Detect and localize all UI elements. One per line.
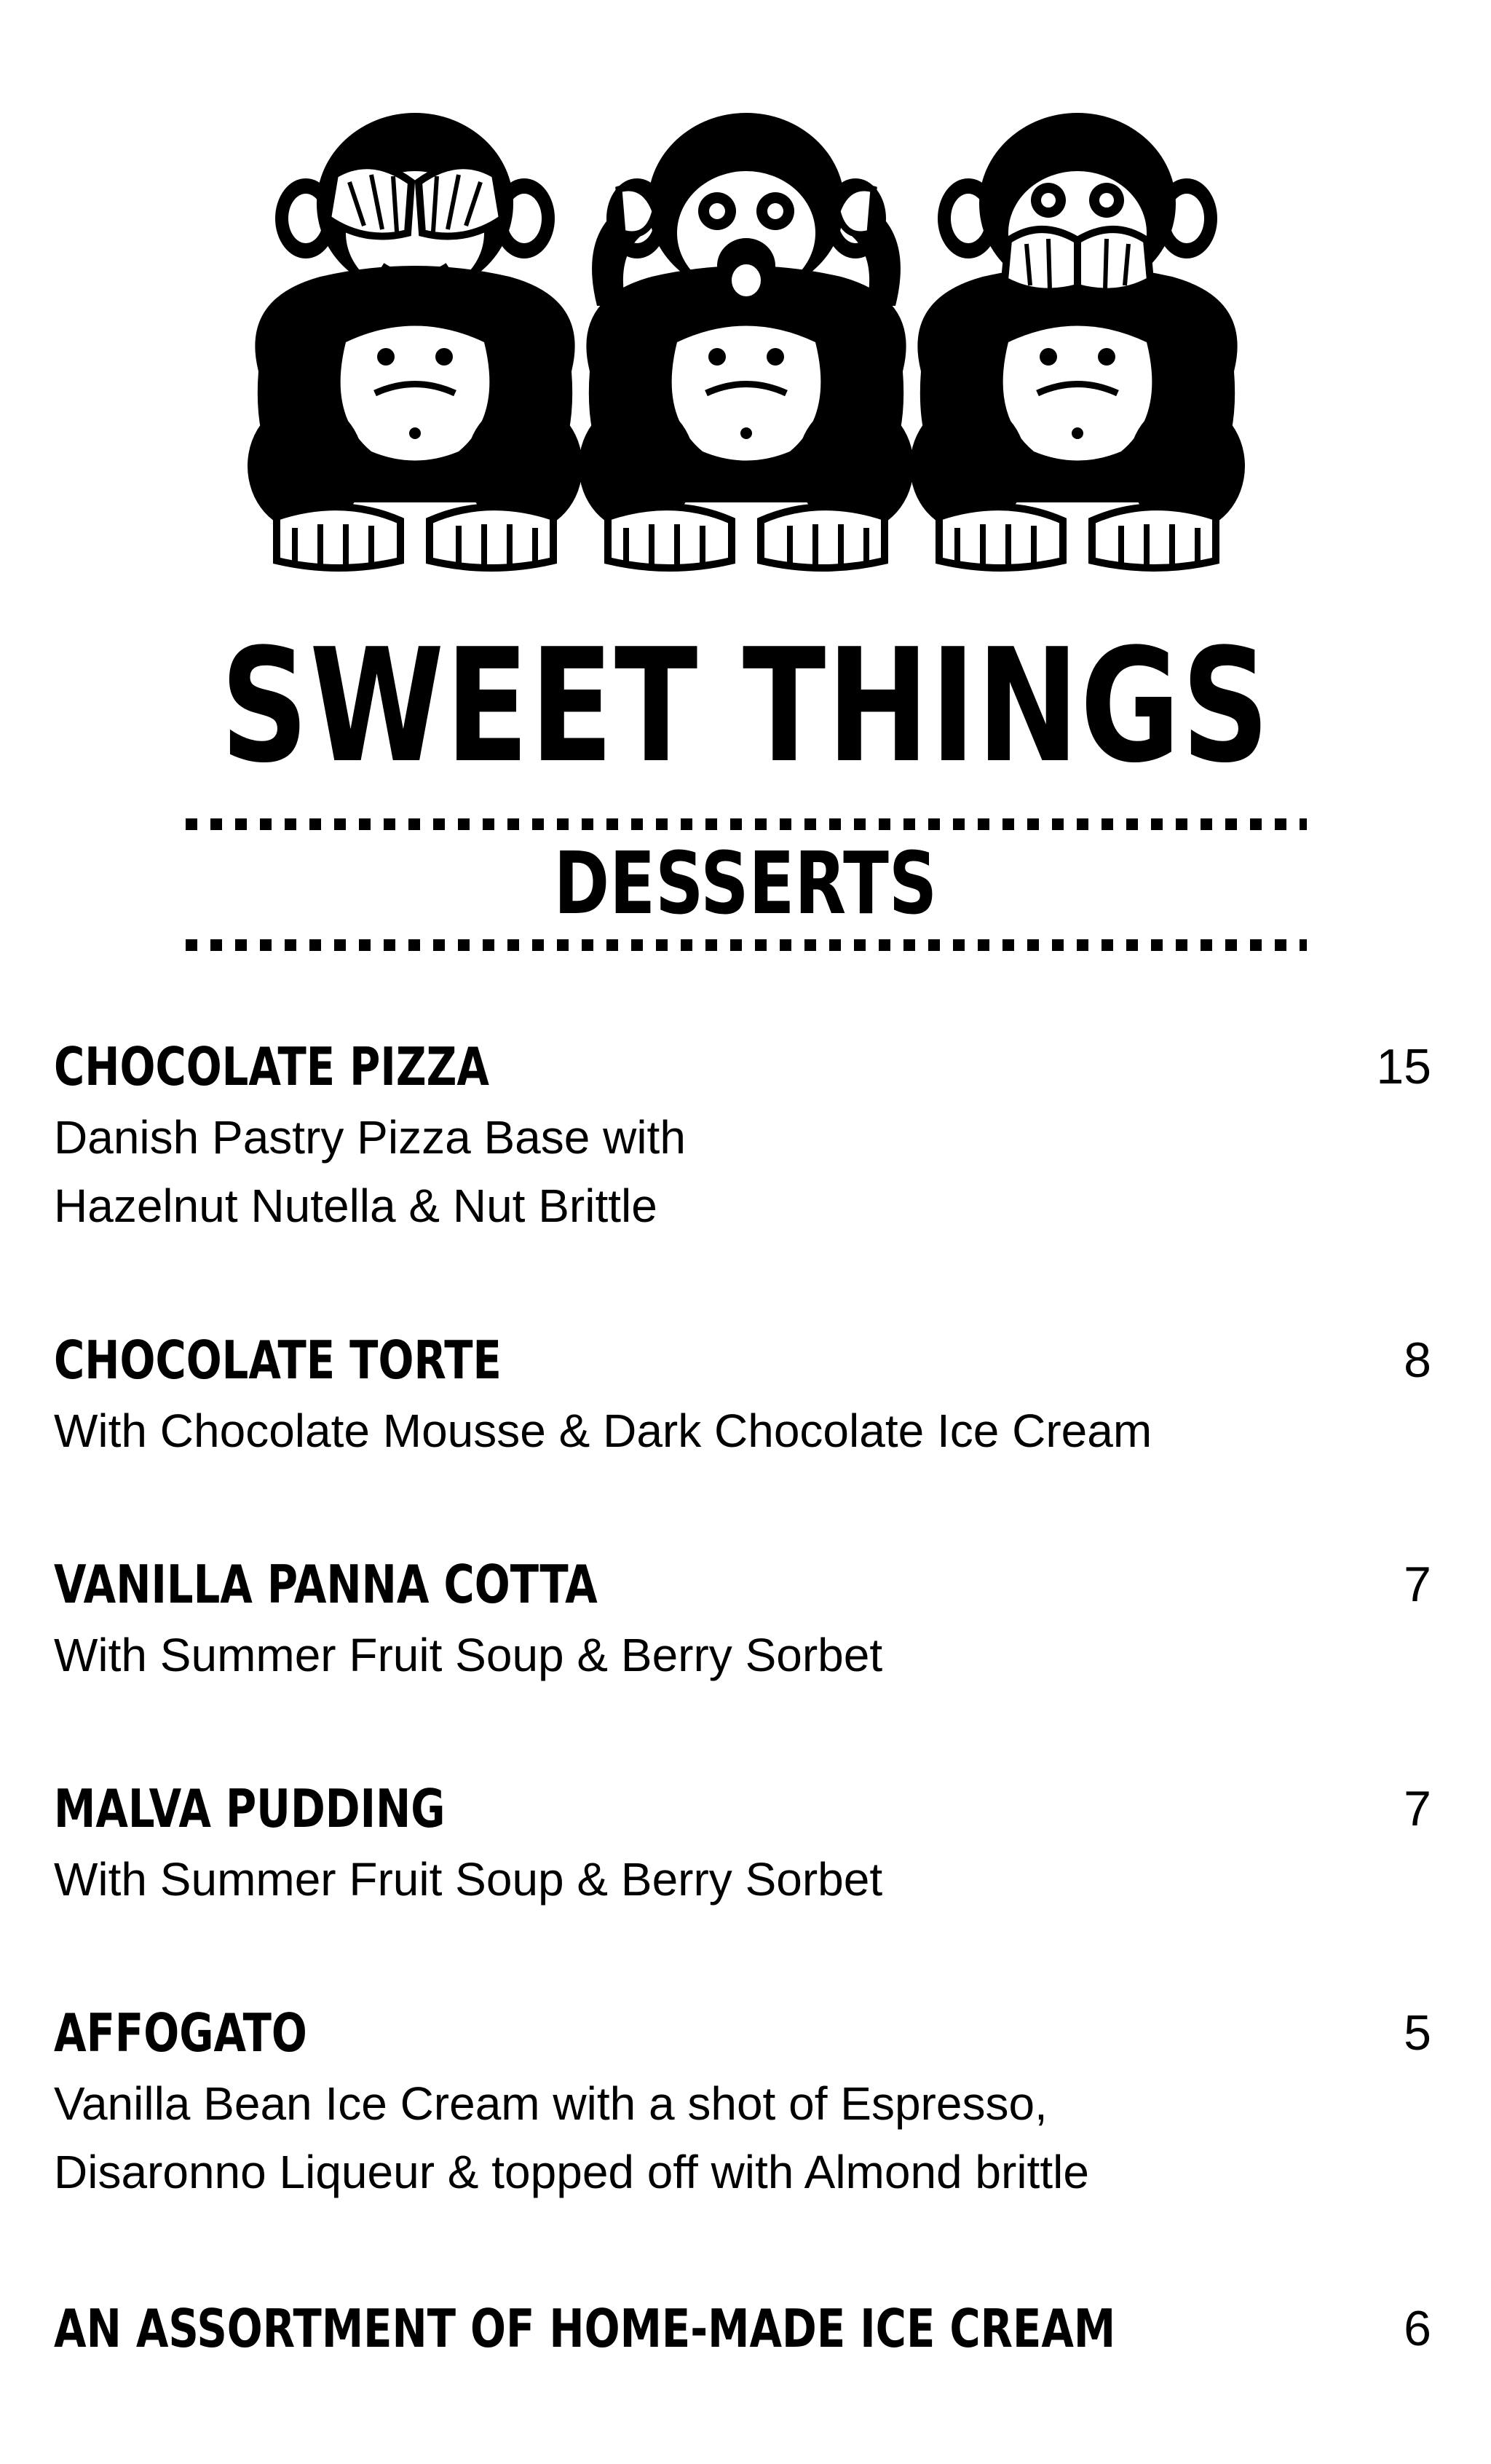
dotted-divider-top [186, 818, 1307, 830]
menu-item-description [54, 1621, 1437, 1689]
menu-item-description [54, 2069, 1437, 2206]
menu-item-price: 7 [1404, 1781, 1431, 1836]
menu-item-name: AFFOGATO [54, 2002, 307, 2064]
menu-item-name: CHOCOLATE PIZZA [54, 1036, 489, 1097]
menu-item-description-line: Danish Pastry Pizza Base with [54, 1111, 686, 1164]
menu-item-description-line: Hazelnut Nutella & Nut Brittle [54, 1180, 657, 1232]
menu-item-price: 15 [1376, 1039, 1431, 1094]
menu-item [54, 1548, 1437, 1689]
menu-item-description-line: With Chocolate Mousse & Dark Chocolate Ice Cream [54, 1405, 1152, 1457]
menu-item [54, 1772, 1437, 1914]
section-title: DESSERTS [553, 833, 938, 933]
menu-item-description [54, 1845, 1437, 1914]
menu-item-description-line: With Summer Fruit Soup & Berry Sorbet [54, 1853, 883, 1906]
menu-item-description [54, 1397, 1437, 1465]
menu-item-description-line: Disaronno Liqueur & topped off with Almond brittle [54, 2146, 1089, 2198]
dotted-divider-bottom [186, 939, 1307, 951]
menu-item-name: CHOCOLATE TORTE [54, 1330, 502, 1391]
menu-item-price: 6 [1404, 2301, 1431, 2356]
menu-item-description [54, 1103, 1437, 1240]
three-wise-monkeys-icon [248, 109, 1245, 575]
menu-item-name: AN ASSORTMENT OF HOME-MADE ICE CREAM [54, 2298, 1116, 2359]
menu-item [54, 2292, 1437, 2365]
menu-item-price: 7 [1404, 1557, 1431, 1612]
menu-item [54, 1997, 1437, 2206]
menu-item-price: 8 [1404, 1332, 1431, 1388]
menu-item-description-line: Vanilla Bean Ice Cream with a shot of Espresso, [54, 2077, 1048, 2130]
menu-item [54, 1030, 1437, 1240]
menu-item-name: MALVA PUDDING [54, 1778, 446, 1839]
menu-item-name: VANILLA PANNA COTTA [54, 1554, 598, 1615]
menu-item-price: 5 [1404, 2005, 1431, 2061]
page-title: SWEET THINGS [220, 615, 1271, 797]
menu-item [54, 1324, 1437, 1465]
menu-item-description-line: With Summer Fruit Soup & Berry Sorbet [54, 1629, 883, 1681]
